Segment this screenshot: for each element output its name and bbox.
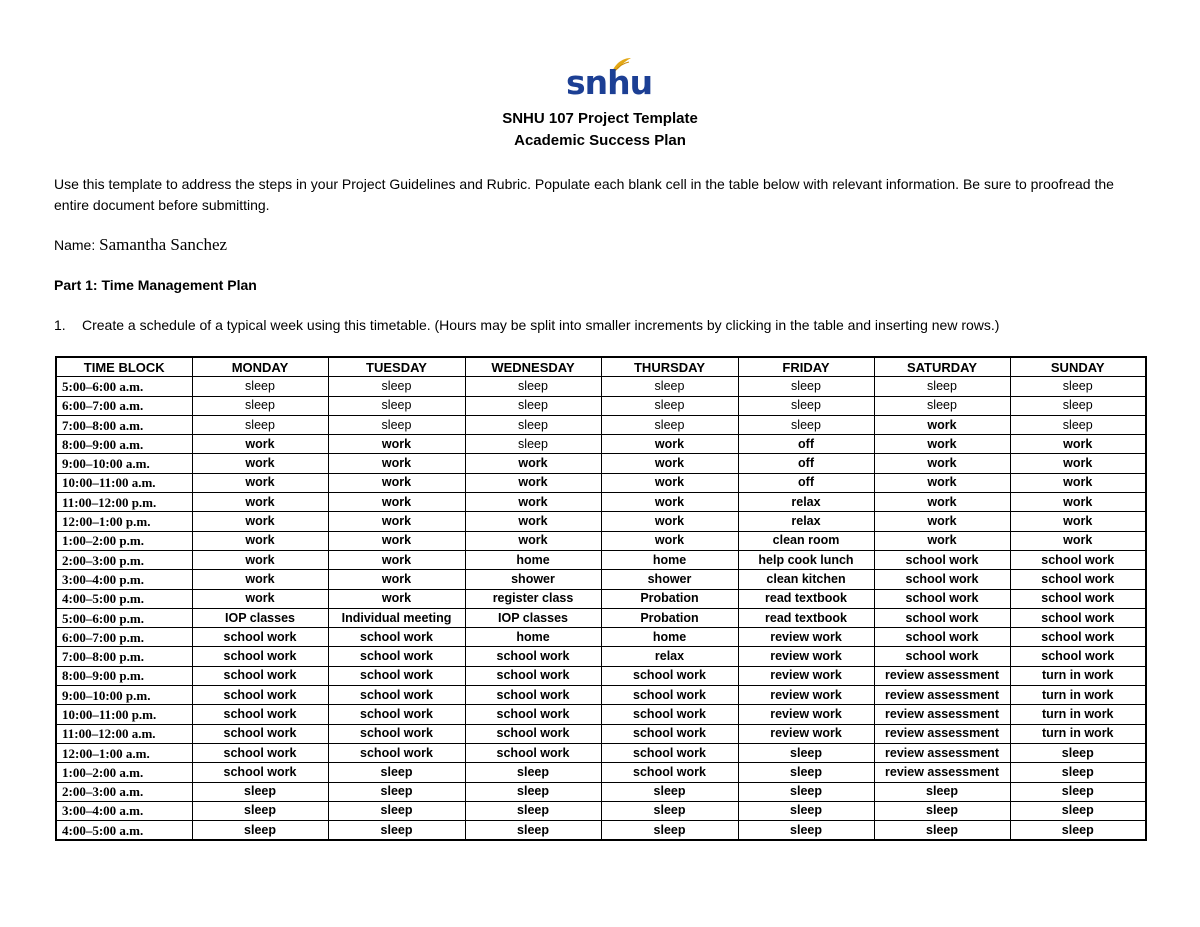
time-block-cell: 5:00–6:00 p.m. — [56, 608, 192, 627]
schedule-cell: review assessment — [874, 743, 1010, 762]
time-block-cell: 6:00–7:00 p.m. — [56, 628, 192, 647]
table-row — [56, 647, 1146, 666]
instruction — [54, 317, 999, 333]
time-block-cell: 11:00–12:00 a.m. — [56, 724, 192, 743]
column-header: THURSDAY — [601, 357, 738, 377]
schedule-cell: sleep — [738, 743, 874, 762]
schedule-cell: sleep — [738, 782, 874, 801]
schedule-cell: review assessment — [874, 705, 1010, 724]
schedule-cell: work — [874, 435, 1010, 454]
schedule-cell: school work — [328, 666, 465, 685]
schedule-cell: school work — [465, 686, 601, 705]
schedule-cell: school work — [465, 705, 601, 724]
schedule-cell: school work — [601, 666, 738, 685]
schedule-cell: help cook lunch — [738, 550, 874, 569]
column-header: TIME BLOCK — [56, 357, 192, 377]
schedule-cell: work — [465, 473, 601, 492]
time-block-cell: 9:00–10:00 p.m. — [56, 686, 192, 705]
schedule-cell: work — [601, 435, 738, 454]
time-block-cell: 9:00–10:00 a.m. — [56, 454, 192, 473]
column-header: MONDAY — [192, 357, 328, 377]
schedule-cell: review assessment — [874, 724, 1010, 743]
schedule-cell: work — [1010, 473, 1146, 492]
schedule-cell: sleep — [601, 801, 738, 820]
schedule-cell: sleep — [328, 801, 465, 820]
schedule-cell: review work — [738, 628, 874, 647]
schedule-cell: sleep — [601, 821, 738, 841]
table-row — [56, 801, 1146, 820]
schedule-cell: home — [601, 628, 738, 647]
schedule-cell: school work — [328, 628, 465, 647]
schedule-cell: school work — [1010, 570, 1146, 589]
table-row — [56, 454, 1146, 473]
schedule-cell: read textbook — [738, 608, 874, 627]
table-row — [56, 608, 1146, 627]
time-block-cell: 2:00–3:00 a.m. — [56, 782, 192, 801]
schedule-cell: work — [874, 493, 1010, 512]
schedule-cell: school work — [1010, 589, 1146, 608]
schedule-cell: work — [1010, 512, 1146, 531]
schedule-cell: sleep — [1010, 415, 1146, 434]
time-block-cell: 4:00–5:00 p.m. — [56, 589, 192, 608]
schedule-cell: work — [601, 512, 738, 531]
table-row — [56, 435, 1146, 454]
schedule-cell: sleep — [601, 377, 738, 396]
instruction-number: 1. — [54, 317, 66, 333]
schedule-cell: school work — [192, 724, 328, 743]
schedule-cell: register class — [465, 589, 601, 608]
document-subtitle: Academic Success Plan — [514, 132, 686, 149]
schedule-cell: school work — [465, 724, 601, 743]
schedule-cell: sleep — [465, 821, 601, 841]
schedule-cell: sleep — [874, 377, 1010, 396]
time-block-cell: 4:00–5:00 a.m. — [56, 821, 192, 841]
table-row — [56, 686, 1146, 705]
schedule-cell: school work — [601, 686, 738, 705]
schedule-cell: work — [328, 512, 465, 531]
logo-text: snhu — [566, 63, 653, 102]
schedule-cell: school work — [874, 628, 1010, 647]
table-row — [56, 473, 1146, 492]
schedule-cell: work — [465, 454, 601, 473]
schedule-cell: review work — [738, 724, 874, 743]
time-block-cell: 3:00–4:00 p.m. — [56, 570, 192, 589]
schedule-cell: sleep — [738, 801, 874, 820]
schedule-cell: work — [192, 550, 328, 569]
schedule-cell: school work — [874, 589, 1010, 608]
schedule-cell: work — [192, 531, 328, 550]
schedule-cell: relax — [601, 647, 738, 666]
schedule-cell: sleep — [465, 415, 601, 434]
schedule-cell: sleep — [738, 763, 874, 782]
schedule-cell: school work — [874, 550, 1010, 569]
table-row — [56, 570, 1146, 589]
schedule-cell: school work — [192, 763, 328, 782]
schedule-cell: school work — [192, 666, 328, 685]
schedule-cell: sleep — [1010, 743, 1146, 762]
schedule-cell: home — [465, 628, 601, 647]
schedule-cell: work — [465, 493, 601, 512]
time-block-cell: 8:00–9:00 p.m. — [56, 666, 192, 685]
schedule-cell: school work — [874, 647, 1010, 666]
schedule-cell: sleep — [328, 821, 465, 841]
schedule-cell: work — [1010, 493, 1146, 512]
schedule-cell: sleep — [1010, 763, 1146, 782]
schedule-cell: work — [601, 493, 738, 512]
time-block-cell: 8:00–9:00 a.m. — [56, 435, 192, 454]
schedule-cell: school work — [328, 647, 465, 666]
document-title: SNHU 107 Project Template — [502, 110, 698, 127]
schedule-cell: Probation — [601, 608, 738, 627]
schedule-cell: school work — [874, 570, 1010, 589]
schedule-cell: sleep — [465, 396, 601, 415]
schedule-cell: work — [328, 550, 465, 569]
schedule-cell: work — [1010, 531, 1146, 550]
schedule-cell: clean kitchen — [738, 570, 874, 589]
schedule-cell: sleep — [601, 396, 738, 415]
schedule-cell: IOP classes — [465, 608, 601, 627]
schedule-cell: school work — [601, 763, 738, 782]
schedule-cell: relax — [738, 512, 874, 531]
schedule-cell: school work — [328, 705, 465, 724]
name-value: Samantha Sanchez — [99, 235, 228, 254]
column-header: TUESDAY — [328, 357, 465, 377]
schedule-cell: sleep — [192, 821, 328, 841]
schedule-cell: sleep — [1010, 801, 1146, 820]
schedule-cell: school work — [601, 705, 738, 724]
schedule-cell: Probation — [601, 589, 738, 608]
schedule-cell: work — [874, 473, 1010, 492]
column-header: SUNDAY — [1010, 357, 1146, 377]
schedule-cell: sleep — [874, 801, 1010, 820]
schedule-cell: sleep — [738, 396, 874, 415]
schedule-cell: review assessment — [874, 763, 1010, 782]
schedule-cell: work — [192, 512, 328, 531]
table-row — [56, 724, 1146, 743]
schedule-cell: sleep — [465, 801, 601, 820]
name-label: Name: — [54, 237, 96, 253]
schedule-cell: work — [328, 570, 465, 589]
table-row — [56, 763, 1146, 782]
schedule-cell: review work — [738, 686, 874, 705]
schedule-cell: review assessment — [874, 686, 1010, 705]
schedule-cell: off — [738, 473, 874, 492]
schedule-cell: off — [738, 454, 874, 473]
schedule-cell: sleep — [192, 396, 328, 415]
schedule-cell: shower — [601, 570, 738, 589]
schedule-cell: work — [192, 570, 328, 589]
schedule-cell: school work — [601, 743, 738, 762]
schedule-cell: sleep — [328, 415, 465, 434]
schedule-cell: school work — [192, 705, 328, 724]
schedule-cell: sleep — [738, 377, 874, 396]
snhu-logo — [566, 56, 653, 102]
schedule-cell: work — [465, 531, 601, 550]
time-block-cell: 11:00–12:00 p.m. — [56, 493, 192, 512]
schedule-cell: work — [328, 454, 465, 473]
table-row — [56, 512, 1146, 531]
schedule-cell: turn in work — [1010, 724, 1146, 743]
column-header: SATURDAY — [874, 357, 1010, 377]
schedule-cell: work — [465, 512, 601, 531]
schedule-cell: school work — [192, 743, 328, 762]
schedule-cell: review work — [738, 647, 874, 666]
time-block-cell: 7:00–8:00 a.m. — [56, 415, 192, 434]
schedule-cell: sleep — [192, 377, 328, 396]
schedule-cell: sleep — [874, 782, 1010, 801]
time-block-cell: 3:00–4:00 a.m. — [56, 801, 192, 820]
schedule-cell: sleep — [1010, 396, 1146, 415]
name-row — [54, 235, 227, 255]
schedule-cell: work — [874, 415, 1010, 434]
weekly-timetable — [55, 356, 1147, 841]
schedule-cell: school work — [1010, 550, 1146, 569]
schedule-cell: turn in work — [1010, 705, 1146, 724]
schedule-cell: sleep — [192, 801, 328, 820]
table-row — [56, 782, 1146, 801]
schedule-cell: work — [192, 473, 328, 492]
time-block-cell: 12:00–1:00 a.m. — [56, 743, 192, 762]
table-row — [56, 705, 1146, 724]
schedule-cell: school work — [192, 686, 328, 705]
table-row — [56, 377, 1146, 396]
schedule-cell: school work — [1010, 608, 1146, 627]
time-block-cell: 5:00–6:00 a.m. — [56, 377, 192, 396]
schedule-cell: school work — [874, 608, 1010, 627]
schedule-cell: sleep — [1010, 821, 1146, 841]
schedule-cell: sleep — [465, 763, 601, 782]
schedule-cell: review work — [738, 666, 874, 685]
schedule-cell: sleep — [328, 763, 465, 782]
table-row — [56, 550, 1146, 569]
schedule-cell: work — [192, 435, 328, 454]
schedule-cell: work — [328, 473, 465, 492]
time-block-cell: 1:00–2:00 a.m. — [56, 763, 192, 782]
schedule-cell: sleep — [874, 821, 1010, 841]
table-header-row — [56, 357, 1146, 377]
schedule-cell: sleep — [328, 377, 465, 396]
schedule-cell: sleep — [465, 377, 601, 396]
table-row — [56, 415, 1146, 434]
time-block-cell: 6:00–7:00 a.m. — [56, 396, 192, 415]
instruction-text: Create a schedule of a typical week using this timetable. (Hours may be split into smaller increments by clicking in the table and inserting new rows.) — [82, 317, 1000, 333]
schedule-cell: sleep — [874, 396, 1010, 415]
schedule-cell: work — [328, 589, 465, 608]
schedule-cell: relax — [738, 493, 874, 512]
schedule-cell: clean room — [738, 531, 874, 550]
time-block-cell: 10:00–11:00 p.m. — [56, 705, 192, 724]
schedule-cell: home — [465, 550, 601, 569]
schedule-cell: school work — [1010, 647, 1146, 666]
schedule-cell: sleep — [192, 782, 328, 801]
table-row — [56, 666, 1146, 685]
schedule-cell: review assessment — [874, 666, 1010, 685]
table-row — [56, 743, 1146, 762]
table-row — [56, 396, 1146, 415]
schedule-cell: work — [192, 589, 328, 608]
schedule-cell: work — [874, 531, 1010, 550]
schedule-cell: sleep — [465, 782, 601, 801]
schedule-cell: work — [192, 454, 328, 473]
time-block-cell: 12:00–1:00 p.m. — [56, 512, 192, 531]
schedule-cell: work — [601, 454, 738, 473]
schedule-cell: work — [874, 512, 1010, 531]
schedule-cell: sleep — [1010, 782, 1146, 801]
schedule-cell: read textbook — [738, 589, 874, 608]
schedule-cell: IOP classes — [192, 608, 328, 627]
schedule-cell: turn in work — [1010, 686, 1146, 705]
schedule-cell: work — [601, 473, 738, 492]
schedule-cell: work — [328, 531, 465, 550]
schedule-cell: sleep — [738, 415, 874, 434]
table-row — [56, 493, 1146, 512]
schedule-cell: sleep — [738, 821, 874, 841]
schedule-cell: work — [1010, 435, 1146, 454]
schedule-cell: review work — [738, 705, 874, 724]
schedule-cell: school work — [328, 686, 465, 705]
column-header: FRIDAY — [738, 357, 874, 377]
table-row — [56, 589, 1146, 608]
schedule-cell: work — [192, 493, 328, 512]
schedule-cell: Individual meeting — [328, 608, 465, 627]
table-row — [56, 531, 1146, 550]
schedule-cell: sleep — [465, 435, 601, 454]
schedule-cell: work — [601, 531, 738, 550]
schedule-cell: school work — [328, 743, 465, 762]
schedule-cell: shower — [465, 570, 601, 589]
schedule-cell: off — [738, 435, 874, 454]
schedule-cell: school work — [601, 724, 738, 743]
time-block-cell: 2:00–3:00 p.m. — [56, 550, 192, 569]
table-row — [56, 628, 1146, 647]
schedule-cell: work — [328, 435, 465, 454]
column-header: WEDNESDAY — [465, 357, 601, 377]
schedule-cell: school work — [465, 743, 601, 762]
time-block-cell: 1:00–2:00 p.m. — [56, 531, 192, 550]
schedule-cell: school work — [192, 628, 328, 647]
schedule-cell: school work — [192, 647, 328, 666]
part-heading: Part 1: Time Management Plan — [54, 277, 257, 293]
table-row — [56, 821, 1146, 841]
schedule-cell: sleep — [328, 782, 465, 801]
schedule-cell: sleep — [192, 415, 328, 434]
schedule-cell: sleep — [601, 782, 738, 801]
schedule-cell: school work — [465, 647, 601, 666]
schedule-cell: sleep — [328, 396, 465, 415]
schedule-cell: work — [874, 454, 1010, 473]
schedule-cell: turn in work — [1010, 666, 1146, 685]
schedule-cell: school work — [1010, 628, 1146, 647]
time-block-cell: 7:00–8:00 p.m. — [56, 647, 192, 666]
schedule-cell: work — [328, 493, 465, 512]
schedule-cell: sleep — [601, 415, 738, 434]
schedule-cell: school work — [328, 724, 465, 743]
schedule-cell: home — [601, 550, 738, 569]
schedule-cell: work — [1010, 454, 1146, 473]
schedule-cell: school work — [465, 666, 601, 685]
time-block-cell: 10:00–11:00 a.m. — [56, 473, 192, 492]
intro-paragraph: Use this template to address the steps in your Project Guidelines and Rubric. Populate each blank cell in the table below with relevant information. Be sure to proofread the entire document before submitting. — [54, 176, 1114, 213]
schedule-cell: sleep — [1010, 377, 1146, 396]
